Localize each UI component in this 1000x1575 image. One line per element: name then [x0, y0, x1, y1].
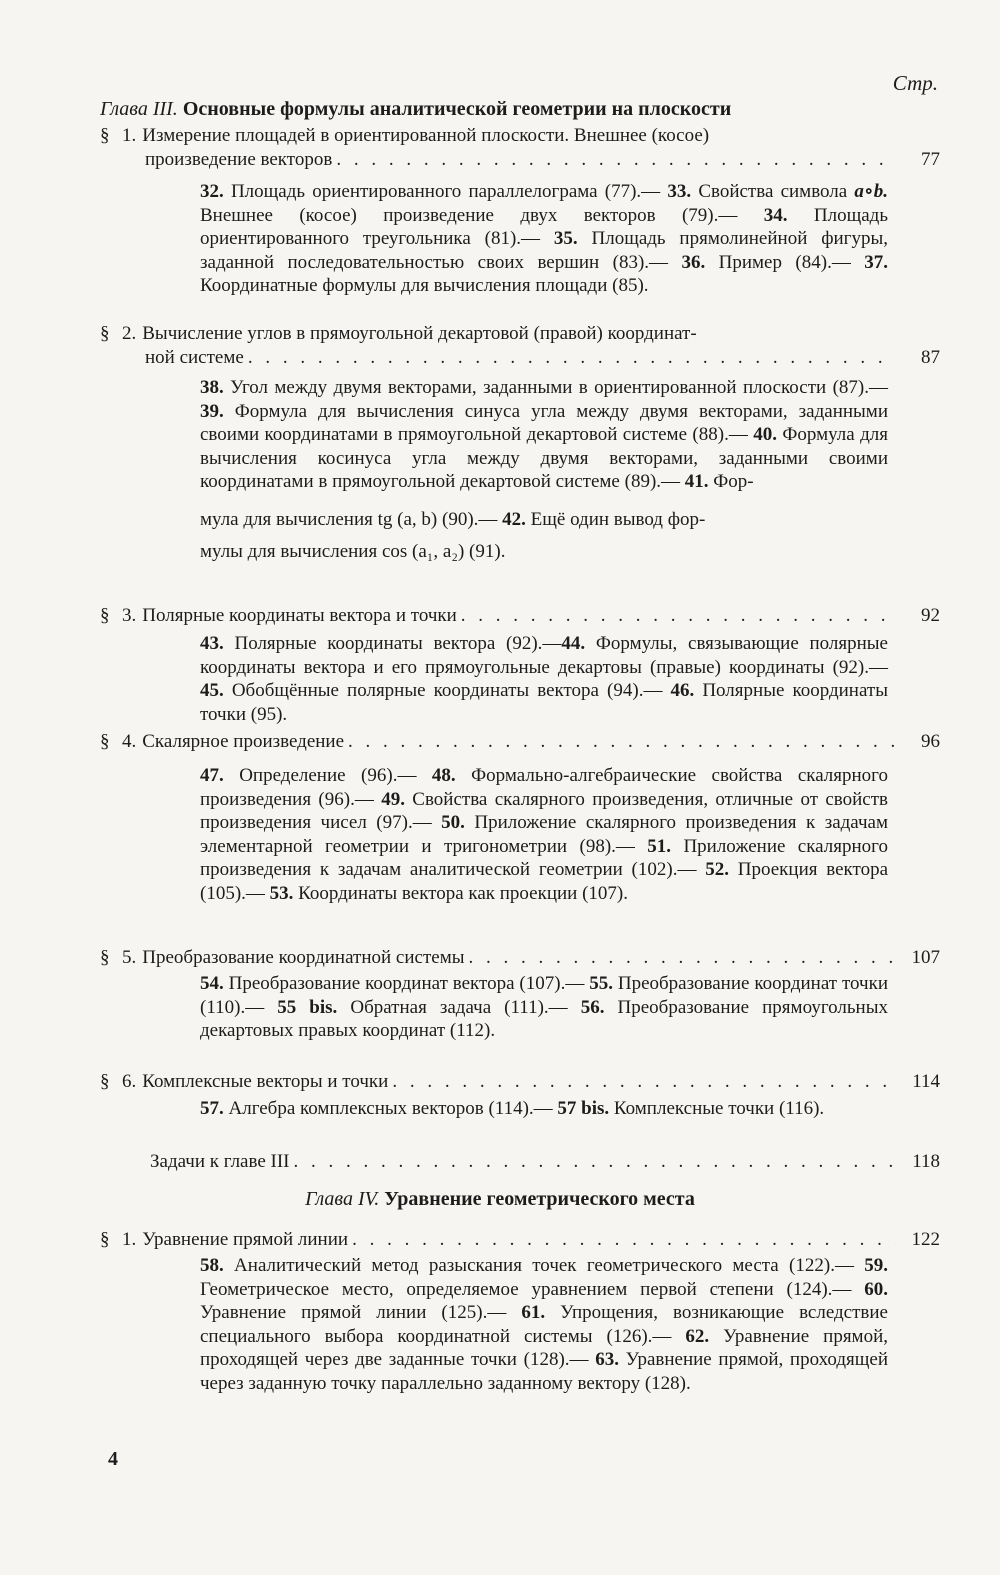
item-number: 41.	[684, 471, 709, 492]
item-text: Полярные координаты точки (95).	[200, 680, 888, 725]
item-number: 52.	[705, 859, 729, 880]
section-sign: §	[100, 323, 110, 344]
section-title: Уравнение прямой линии	[142, 1229, 349, 1250]
symbol: a∘b.	[854, 181, 888, 202]
chapter-title: Уравнение геометрического места	[384, 1188, 695, 1210]
toc-section[interactable]	[150, 1150, 940, 1174]
item-text: Преобразование прямоугольных декартовых правых координат (112).	[200, 996, 888, 1041]
toc-section[interactable]	[100, 322, 940, 369]
item-text: Площадь прямолинейной фигуры, заданной последовательностью своих вершин (83).—	[200, 228, 888, 273]
item-text: Площадь ориентированного треугольника (81).—	[200, 204, 888, 249]
section-title: произведение векторов	[145, 148, 333, 170]
item-text: Формулы, связывающие полярные координаты вектора и его прямоугольные декартовы (правые) координаты (92).—	[200, 633, 888, 678]
dot-leader	[468, 946, 896, 970]
section-number: 1.	[122, 1229, 137, 1250]
item-text: Упрощения, возникающие вследствие специального выбора координатной системы (126).—	[200, 1302, 888, 1347]
page-number: 118	[912, 1151, 940, 1172]
section-title: Измерение площадей в ориентированной плоскости. Внешнее (косое)	[142, 125, 710, 146]
item-text: Геометрическое место, определяемое уравнением первой степени (124).—	[200, 1278, 865, 1300]
section-number: 3.	[122, 605, 137, 626]
item-number: 40.	[753, 424, 777, 445]
section-sign: §	[100, 1071, 110, 1092]
item-number: 58.	[200, 1255, 224, 1276]
item-text: Проекция вектора (105).—	[200, 859, 889, 904]
item-number: 38.	[200, 377, 224, 398]
section-sign: §	[100, 731, 110, 752]
item-text: Уравнение прямой линии (125).—	[200, 1302, 522, 1323]
item-text: Уравнение прямой, проходящей через две заданные точки (128).—	[200, 1325, 888, 1370]
item-number: 43.	[200, 633, 224, 654]
dot-leader	[461, 604, 896, 628]
item-number: 48.	[431, 765, 456, 786]
section-number: 6.	[122, 1071, 137, 1092]
item-text: Координаты вектора как проекции (107).	[293, 882, 628, 904]
section-items	[200, 764, 888, 905]
section-number: 1.	[122, 125, 137, 146]
item-text: Комплексные точки (116).	[609, 1098, 825, 1119]
section-sign: §	[100, 1229, 110, 1250]
item-text: Определение (96).—	[223, 765, 432, 786]
dot-leader	[352, 1228, 896, 1252]
section-items	[200, 180, 888, 298]
toc-section[interactable]	[100, 1228, 940, 1252]
item-number: 61.	[521, 1302, 546, 1323]
folio-page-number: 4	[108, 1448, 118, 1470]
page-number: 107	[911, 947, 940, 968]
item-text: Угол между двумя векторами, заданными в ориентированной плоскости (87).—	[223, 377, 888, 398]
section-number: 2.	[122, 323, 137, 344]
item-text: Формально-алгебраические свойства скалярного произведения (96).—	[200, 765, 888, 810]
item-number: 46.	[670, 680, 695, 701]
formula-line-cos: мулы для вычисления cos (a₁, a₂) (91).	[200, 540, 506, 562]
item-number: 54.	[200, 973, 224, 994]
chapter-prefix: Глава IV.	[305, 1188, 380, 1210]
item-number: 34.	[763, 204, 788, 226]
section-number: 4.	[122, 731, 137, 752]
section-sign: §	[100, 605, 110, 626]
section-items	[200, 972, 888, 1043]
page-column-header: Стр.	[892, 71, 938, 95]
section-title: Комплексные векторы и точки	[142, 1071, 389, 1092]
dot-leader	[336, 148, 896, 172]
tasks-title: Задачи к главе III	[150, 1151, 290, 1172]
chapter-4-heading	[0, 1188, 1000, 1212]
item-number: 44.	[561, 633, 586, 654]
section-items	[200, 1254, 888, 1395]
page-number: 122	[911, 1229, 940, 1250]
item-text: Формула для вычисления синуса угла между двумя векторами, заданными своими координатами в прямоугольной декартовой системе (88).—	[200, 400, 888, 445]
item-number: 36.	[681, 251, 706, 273]
item-number: 63.	[595, 1349, 619, 1370]
item-number: 47.	[200, 765, 224, 786]
section-items	[200, 1097, 888, 1121]
item-number: 45.	[200, 680, 224, 701]
item-text: Внешнее (косое) произведение двух векторов (79).—	[200, 204, 764, 226]
item-text: Фор-	[708, 471, 754, 492]
item-text: Уравнение прямой, проходящей через заданную точку параллельно заданному вектору (128).	[200, 1349, 888, 1394]
section-sign: §	[100, 125, 110, 146]
section-title: Скалярное произведение	[142, 731, 345, 752]
page-number: 114	[912, 1071, 940, 1092]
item-text: Обратная задача (111).—	[337, 996, 581, 1018]
toc-section[interactable]	[100, 1070, 940, 1094]
item-text: Преобразование координат вектора (107).—	[223, 973, 590, 994]
item-number: 33.	[667, 181, 692, 202]
toc-section[interactable]	[100, 604, 940, 628]
item-text: Алгебра комплексных векторов (114).—	[223, 1098, 558, 1119]
chapter-3-heading	[100, 98, 895, 122]
section-title: ной системе	[145, 346, 244, 368]
item-text: Приложение скалярного произведения к задачам элементарной геометрии и тригонометрии (98).—	[200, 812, 888, 857]
dot-leader	[294, 1150, 896, 1174]
section-items	[200, 376, 888, 563]
page-number: 77	[921, 148, 940, 170]
page-number: 87	[921, 346, 940, 368]
toc-section[interactable]	[100, 946, 940, 970]
item-number: 39.	[200, 400, 224, 422]
item-number: 50.	[441, 812, 465, 833]
chapter-prefix: Глава III.	[100, 98, 178, 120]
item-number: 51.	[647, 835, 672, 857]
section-number: 5.	[122, 947, 137, 968]
item-text: Пример (84).—	[705, 251, 865, 273]
item-text: Аналитический метод разыскания точек геометрического места (122).—	[223, 1255, 865, 1276]
section-sign: §	[100, 947, 110, 968]
item-number: 37.	[864, 251, 888, 273]
item-text: Формула для вычисления косинуса угла между двумя векторами, заданными своими координатами в прямоугольной декартовой системе (89).—	[200, 424, 889, 492]
item-number: 53.	[269, 882, 294, 904]
dot-leader	[348, 730, 896, 754]
section-title: Преобразование координатной системы	[142, 947, 465, 968]
dot-leader	[392, 1070, 896, 1094]
toc-section[interactable]	[100, 730, 940, 754]
item-number: 32.	[200, 181, 224, 202]
item-text: Полярные координаты вектора (92).—	[223, 633, 562, 654]
item-text: Свойства символа	[691, 181, 855, 202]
item-number: 57 bis.	[557, 1098, 610, 1119]
item-text: Приложение скалярного произведения к задачам аналитической геометрии (102).—	[200, 835, 888, 880]
item-text: Обобщённые полярные координаты вектора (94).—	[223, 680, 671, 701]
item-text: Площадь ориентированного параллелограма (77).—	[223, 181, 668, 202]
item-number: 55 bis.	[277, 996, 338, 1018]
item-number: 55.	[589, 973, 613, 994]
item-number: 49.	[381, 788, 405, 810]
item-number: 62.	[685, 1325, 710, 1347]
page-number: 92	[921, 605, 940, 626]
section-title: Полярные координаты вектора и точки	[142, 605, 457, 626]
toc-section[interactable]	[100, 124, 940, 171]
section-title: Вычисление углов в прямоугольной декартовой (правой) координат-	[142, 323, 697, 344]
formula-line-tg: мула для вычисления tg (a, b) (90).— 42. Ещё один вывод фор-	[200, 508, 706, 530]
item-number: 60.	[864, 1278, 888, 1300]
dot-leader	[248, 346, 896, 370]
section-items	[200, 632, 888, 726]
page-number: 96	[921, 731, 940, 752]
item-text: Координатные формулы для вычисления площади (85).	[200, 275, 649, 296]
item-text: Преобразование координат точки (110).—	[200, 973, 888, 1018]
item-number: 59.	[864, 1255, 888, 1276]
item-text: Свойства скалярного произведения, отличные от свойств произведения чисел (97).—	[200, 788, 889, 833]
item-number: 56.	[580, 996, 605, 1018]
item-number: 35.	[553, 228, 578, 249]
chapter-title: Основные формулы аналитической геометрии на плоскости	[182, 98, 732, 120]
item-number: 57.	[200, 1098, 224, 1119]
